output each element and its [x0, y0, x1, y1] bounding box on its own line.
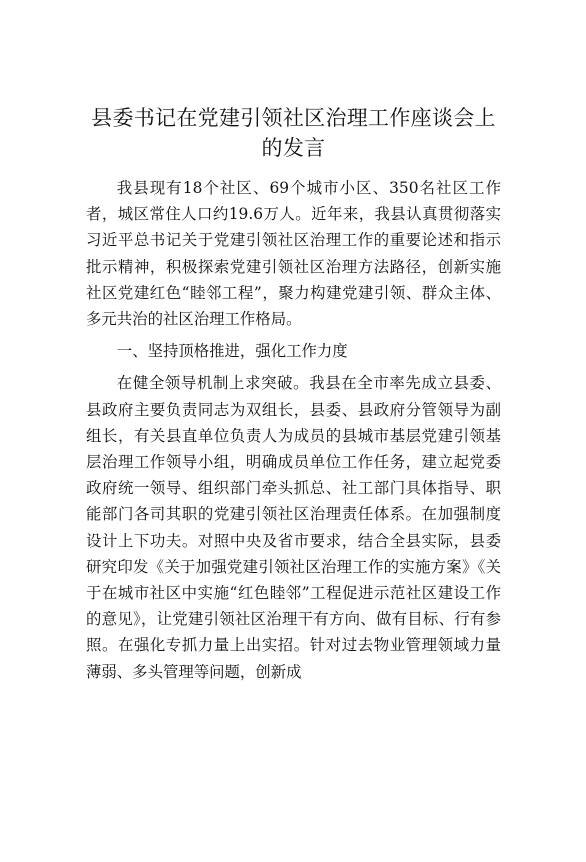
body-paragraph: 在健全领导机制上求突破。我县在全市率先成立县委、县政府主要负责同志为双组长，县委、县政府分管领导为副组长，有关县直单位负责人为成员的县城市基层党建引领基层治理工作领导小组，明确成员单位工作任务，建立起党委政府统一领导、组织部门牵头抓总、社工部门具体指导、职能部门各司其职的党建引领社区治理责任体系。在加强制度设计上下功夫。对照中央及省市要求，结合全县实际，县委研究印发《关于加强党建引领社区治理工作的实施方案》《关于在城市社区中实施“红色睦邻”工程促进示范社区建设工作的意见》，让党建引领社区治理干有方向、做有目标、行有参照。在强化专抓力量上出实招。针对过去物业管理领域力量薄弱、多头管理等问题，创新成 — [86, 374, 501, 681]
intro-paragraph: 我县现有18个社区、69个城市小区、350名社区工作者，城区常住人口约19.6万人。近年来，我县认真贯彻落实习近平总书记关于党建引领社区治理工作的重要论述和指示批示精神，积极探索党建引领社区治理方法路径，创新实施社区党建红色“睦邻工程”，聚力构建党建引领、群众主体、多元共治的社区治理工作格局。 — [86, 179, 501, 329]
section-heading: 一、坚持顶格推进，强化工作力度 — [116, 342, 348, 361]
document-title: 县委书记在党建引领社区治理工作座谈会上的发言 — [91, 106, 496, 160]
document-page — [0, 103, 586, 862]
